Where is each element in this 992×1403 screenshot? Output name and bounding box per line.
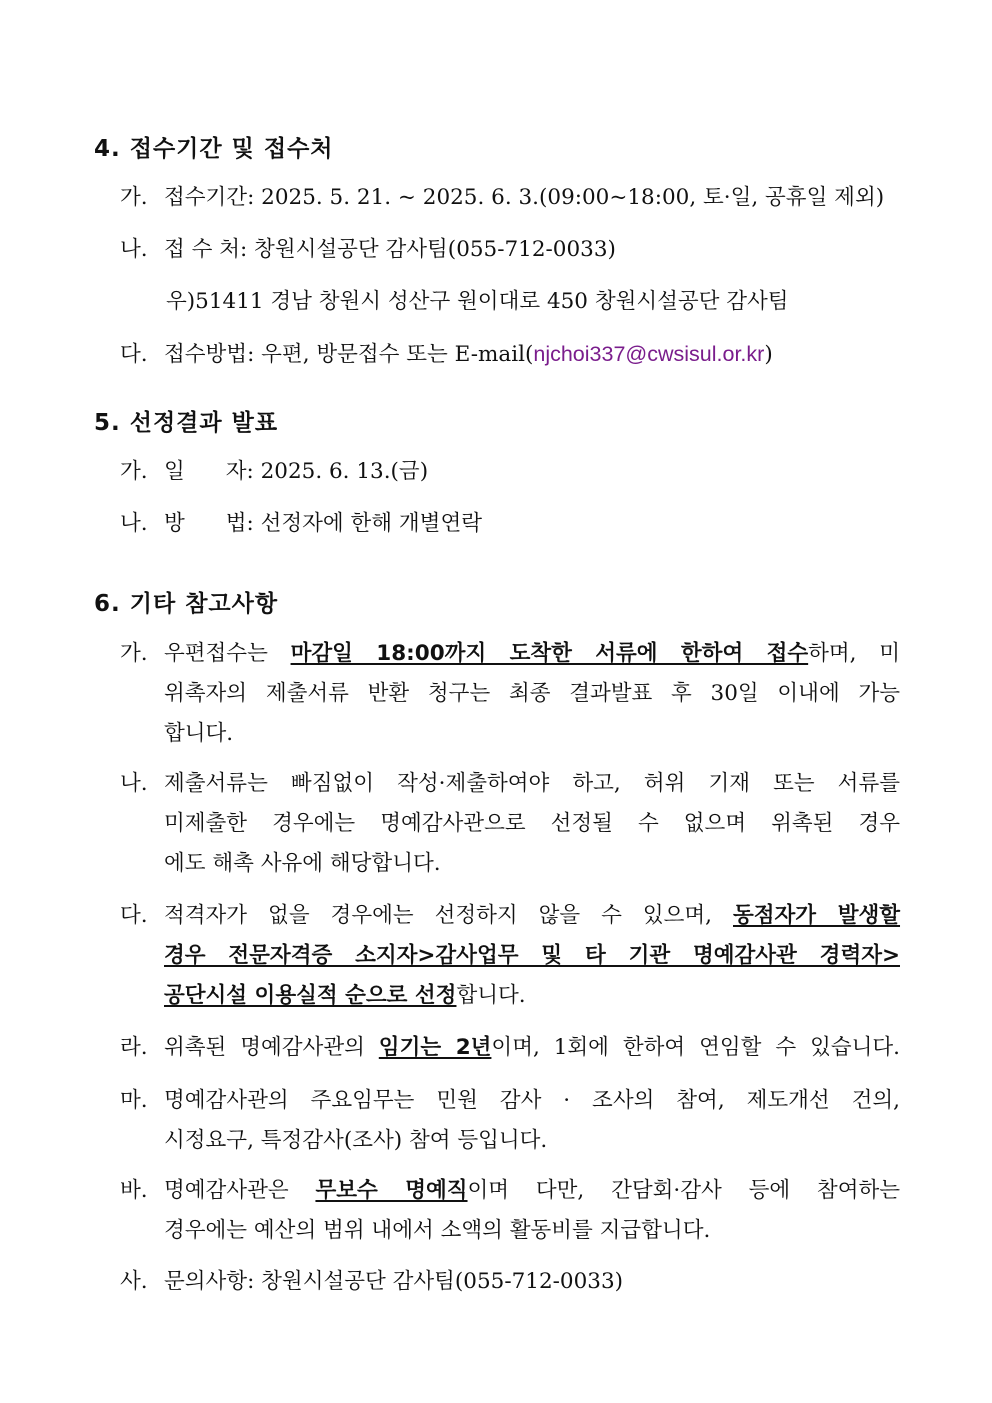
sec6-item-da	[120, 896, 900, 1016]
item-marker: 나.	[120, 511, 148, 536]
emphasis-deadline: 마감일 18:00까지 도착한 서류에 한하여 접수	[290, 641, 809, 666]
emphasis-tiebreak: 경우 전문자격증 소지자>감사업무 및 타 기관 명예감사관 경력자>	[164, 943, 900, 968]
sec6-item-ba	[120, 1171, 900, 1251]
text-run: 제출서류는 빠짐없이 작성·제출하여야 하고, 허위 기재 또는 서류를	[164, 771, 900, 796]
sec5-item-ga	[120, 452, 900, 492]
emphasis-tiebreak: 동점자가 발생할	[733, 903, 901, 928]
reception-office: 접 수 처: 창원시설공단 감사팀(055-712-0033)	[164, 237, 616, 262]
item-marker: 다.	[120, 342, 148, 367]
text-line: 시정요구, 특정감사(조사) 참여 등입니다.	[164, 1128, 548, 1153]
item-marker: 나.	[120, 771, 148, 796]
text-line: 미제출한 경우에는 명예감사관으로 선정될 수 없으며 위촉된 경우	[164, 811, 900, 836]
sec4-item-ga	[120, 178, 900, 218]
item-marker: 사.	[120, 1269, 148, 1294]
announcement-method: 방 법: 선정자에 한해 개별연락	[164, 511, 482, 536]
text-run: 명예감사관은	[164, 1178, 316, 1203]
sec4-address	[166, 282, 946, 322]
email-link[interactable]: njchoi337@cwsisul.or.kr	[533, 342, 765, 366]
announcement-date: 일 자: 2025. 6. 13.(금)	[164, 459, 429, 484]
postal-address: 우)51411 경남 창원시 성산구 원이대로 450 창원시설공단 감사팀	[166, 289, 789, 314]
item-marker: 마.	[120, 1088, 148, 1113]
section-5-title: 5. 선정결과 발표	[94, 410, 279, 436]
text-run: 우편접수는	[164, 641, 291, 666]
sec6-item-ra	[120, 1028, 900, 1068]
item-marker: 나.	[120, 237, 148, 262]
section-6-title: 6. 기타 참고사항	[94, 591, 279, 617]
section-4-title: 4. 접수기간 및 접수처	[94, 136, 334, 162]
emphasis-term: 임기는 2년	[378, 1035, 492, 1060]
sec4-item-da	[120, 334, 900, 375]
text-run: 적격자가 없을 경우에는 선정하지 않을 수 있으며,	[164, 903, 733, 928]
emphasis-tiebreak: 공단시설 이용실적 순으로 선정	[164, 983, 457, 1008]
item-marker: 가.	[120, 459, 148, 484]
text-run: 이며, 1회에 한하여 연임할 수 있습니다.	[491, 1035, 900, 1060]
sec6-item-na	[120, 764, 900, 884]
item-marker: 다.	[120, 903, 148, 928]
text-run: 명예감사관의 주요임무는 민원 감사 · 조사의 참여, 제도개선 건의,	[164, 1088, 900, 1113]
text-line: 경우에는 예산의 범위 내에서 소액의 활동비를 지급합니다.	[164, 1218, 711, 1243]
item-marker: 가.	[120, 185, 148, 210]
sec4-item-na	[120, 230, 900, 270]
text-run: 이며 다만, 간담회·감사 등에 참여하는	[467, 1178, 901, 1203]
reception-method-suffix: )	[764, 342, 773, 367]
sec6-item-sa	[120, 1262, 900, 1302]
emphasis-unpaid: 무보수 명예직	[315, 1178, 468, 1203]
text-line: 합니다.	[164, 721, 234, 746]
item-marker: 가.	[120, 641, 148, 666]
text-run: 위촉된 명예감사관의	[164, 1035, 379, 1060]
sec6-item-ga	[120, 634, 900, 754]
inquiry-contact: 문의사항: 창원시설공단 감사팀(055-712-0033)	[164, 1269, 624, 1294]
sec6-item-ma	[120, 1081, 900, 1161]
text-line: 위촉자의 제출서류 반환 청구는 최종 결과발표 후 30일 이내에 가능	[164, 681, 900, 706]
sec5-item-na	[120, 504, 900, 544]
text-run: 하며, 미	[808, 641, 900, 666]
item-marker: 바.	[120, 1178, 148, 1203]
item-marker: 라.	[120, 1035, 148, 1060]
text-run: 합니다.	[456, 983, 526, 1008]
reception-period: 접수기간: 2025. 5. 21. ~ 2025. 6. 3.(09:00~18:00, 토·일, 공휴일 제외)	[164, 185, 885, 210]
text-line: 에도 해촉 사유에 해당합니다.	[164, 851, 441, 876]
reception-method: 접수방법: 우편, 방문접수 또는 E-mail(	[164, 342, 534, 367]
